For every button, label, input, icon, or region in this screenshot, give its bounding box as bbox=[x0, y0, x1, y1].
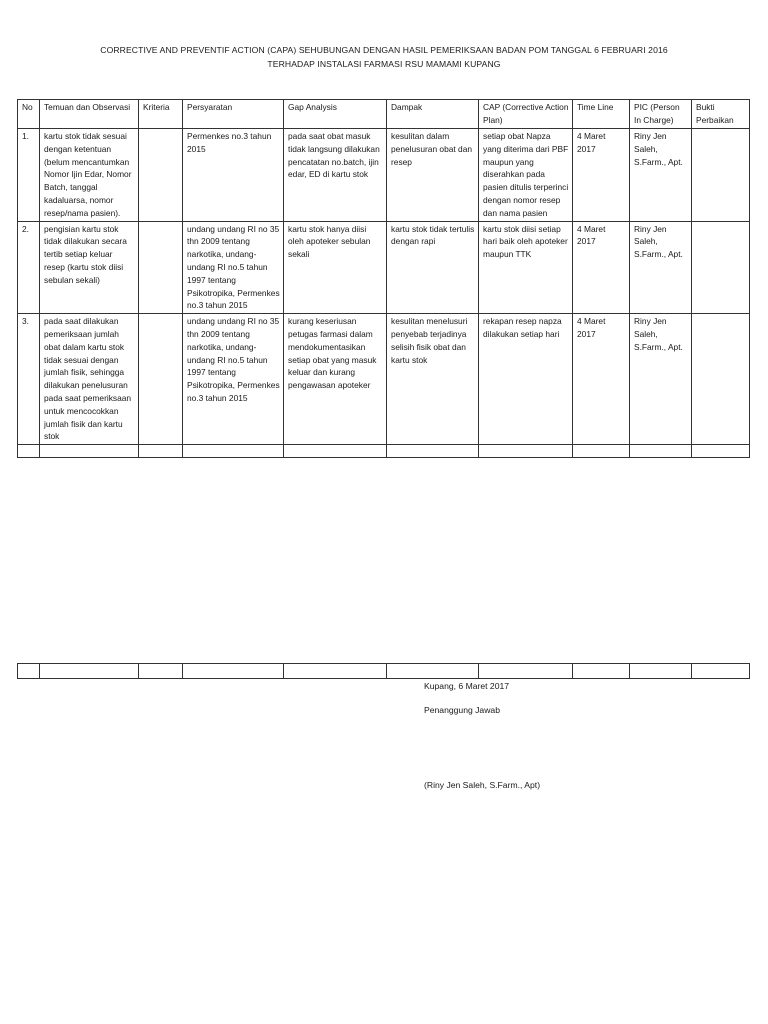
cell-gap: pada saat obat masuk tidak langsung dilakukan pencatatan no.batch, ijin edar, ED di kartu stok bbox=[284, 129, 387, 222]
empty-cell bbox=[630, 445, 692, 458]
cell-cap: setiap obat Napza yang diterima dari PBF maupun yang diserahkan pada pasien ditulis terperinci dengan nomor resep dan nama pasien bbox=[479, 129, 573, 222]
cell-kriteria bbox=[139, 221, 183, 314]
empty-cell bbox=[284, 445, 387, 458]
empty-cell bbox=[573, 445, 630, 458]
empty-cell bbox=[284, 664, 387, 679]
header-row bbox=[18, 100, 750, 129]
empty-cell bbox=[573, 664, 630, 679]
header-pic: PIC (Person In Charge) bbox=[630, 100, 692, 129]
empty-cell bbox=[630, 664, 692, 679]
cell-cap: kartu stok diisi setiap hari baik oleh apoteker maupun TTK bbox=[479, 221, 573, 314]
header-dampak: Dampak bbox=[387, 100, 479, 129]
empty-cell bbox=[692, 664, 750, 679]
empty-cell bbox=[18, 664, 40, 679]
cell-temuan: pengisian kartu stok tidak dilakukan secara tertib setiap keluar resep (kartu stok diisi sebulan sekali) bbox=[40, 221, 139, 314]
signature-place-date: Kupang, 6 Maret 2017 bbox=[424, 681, 510, 691]
empty-cell bbox=[139, 664, 183, 679]
cell-temuan: pada saat dilakukan pemeriksaan jumlah obat dalam kartu stok tidak sesuai dengan jumlah fisik, sehingga dilakukan penelusuran pada saat pemeriksaan untuk mencocokkan jumlah fisik dan kartu stok bbox=[40, 314, 139, 445]
cell-gap: kurang keseriusan petugas farmasi dalam mendokumentasikan setiap obat yang masuk keluar dan kurang pengawasan apoteker bbox=[284, 314, 387, 445]
header-bukti: Bukti Perbaikan bbox=[692, 100, 750, 129]
empty-cell bbox=[479, 445, 573, 458]
cell-persyaratan: Permenkes no.3 tahun 2015 bbox=[183, 129, 284, 222]
table-row bbox=[18, 221, 750, 314]
cell-dampak: kesulitan dalam penelusuran obat dan resep bbox=[387, 129, 479, 222]
empty-cell bbox=[692, 445, 750, 458]
header-temuan: Temuan dan Observasi bbox=[40, 100, 139, 129]
header-persyaratan: Persyaratan bbox=[183, 100, 284, 129]
table-row bbox=[18, 314, 750, 445]
cell-bukti bbox=[692, 129, 750, 222]
cell-timeline: 4 Maret 2017 bbox=[573, 221, 630, 314]
empty-cell bbox=[183, 664, 284, 679]
cell-dampak: kartu stok tidak tertulis dengan rapi bbox=[387, 221, 479, 314]
capa-table bbox=[17, 99, 750, 458]
empty-cell bbox=[183, 445, 284, 458]
cell-pic: Riny Jen Saleh, S.Farm., Apt. bbox=[630, 129, 692, 222]
empty-row bbox=[18, 445, 750, 458]
header-no: No bbox=[18, 100, 40, 129]
empty-cell bbox=[387, 445, 479, 458]
empty-table-row bbox=[17, 663, 750, 679]
header-kriteria: Kriteria bbox=[139, 100, 183, 129]
header-timeline: Time Line bbox=[573, 100, 630, 129]
cell-gap: kartu stok hanya diisi oleh apoteker sebulan sekali bbox=[284, 221, 387, 314]
cell-kriteria bbox=[139, 129, 183, 222]
document-title: CORRECTIVE AND PREVENTIF ACTION (CAPA) SEHUBUNGAN DENGAN HASIL PEMERIKSAAN BADAN POM TANGGAL 6 FEBRUARI 2016 bbox=[100, 45, 668, 55]
cell-no: 2. bbox=[18, 221, 40, 314]
empty-cell bbox=[387, 664, 479, 679]
empty-cell bbox=[40, 445, 139, 458]
cell-cap: rekapan resep napza dilakukan setiap hari bbox=[479, 314, 573, 445]
cell-timeline: 4 Maret 2017 bbox=[573, 129, 630, 222]
cell-temuan: kartu stok tidak sesuai dengan ketentuan (belum mencantumkan Nomor Ijin Edar, Nomor Batch, tanggal kadaluarsa, nomor resep/nama pasien). bbox=[40, 129, 139, 222]
cell-pic: Riny Jen Saleh, S.Farm., Apt. bbox=[630, 314, 692, 445]
cell-bukti bbox=[692, 221, 750, 314]
empty-cell bbox=[40, 664, 139, 679]
header-cap: CAP (Corrective Action Plan) bbox=[479, 100, 573, 129]
table-row bbox=[18, 129, 750, 222]
cell-persyaratan: undang undang RI no 35 thn 2009 tentang narkotika, undang-undang RI no.5 tahun 1997 tentang Psikotropika, Permenkes no.3 tahun 2015 bbox=[183, 314, 284, 445]
cell-timeline: 4 Maret 2017 bbox=[573, 314, 630, 445]
empty-row bbox=[18, 664, 750, 679]
signature-name: (Riny Jen Saleh, S.Farm., Apt) bbox=[424, 780, 541, 790]
cell-no: 1. bbox=[18, 129, 40, 222]
header-gap: Gap Analysis bbox=[284, 100, 387, 129]
empty-cell bbox=[139, 445, 183, 458]
signature-role: Penanggung Jawab bbox=[424, 705, 500, 715]
cell-pic: Riny Jen Saleh, S.Farm., Apt. bbox=[630, 221, 692, 314]
document-subtitle: TERHADAP INSTALASI FARMASI RSU MAMAMI KUPANG bbox=[267, 59, 501, 69]
cell-persyaratan: undang undang RI no 35 thn 2009 tentang narkotika, undang-undang RI no.5 tahun 1997 tentang Psikotropika, Permenkes no.3 tahun 2015 bbox=[183, 221, 284, 314]
cell-dampak: kesulitan menelusuri penyebab terjadinya selisih fisik obat dan kartu stok bbox=[387, 314, 479, 445]
cell-kriteria bbox=[139, 314, 183, 445]
empty-cell bbox=[18, 445, 40, 458]
empty-cell bbox=[479, 664, 573, 679]
cell-no: 3. bbox=[18, 314, 40, 445]
cell-bukti bbox=[692, 314, 750, 445]
